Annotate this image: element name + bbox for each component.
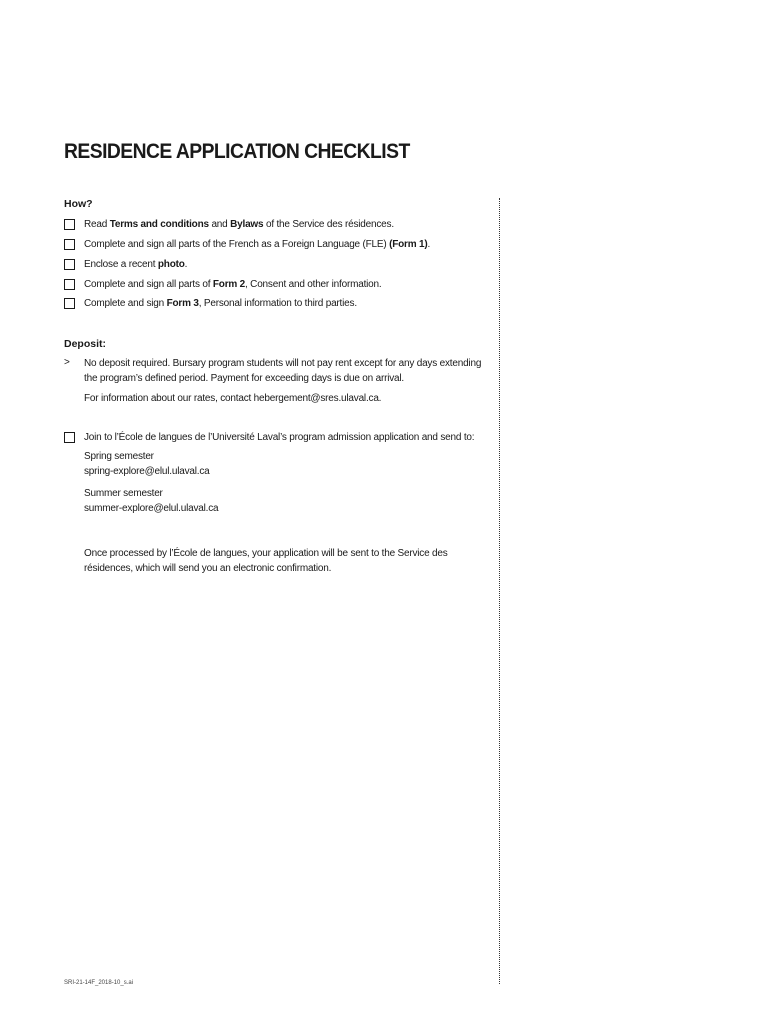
page-title: RESIDENCE APPLICATION CHECKLIST (64, 140, 410, 163)
deposit-rates-info: For information about our rates, contact hebergement@sres.ulaval.ca. (84, 393, 382, 404)
deposit-text-line: the program’s defined period. Payment for exceeding days is due on arrival. (84, 373, 405, 384)
footer-code: SRI-21-14F_2018-10_s.ai (64, 980, 134, 986)
deposit-label: Deposit: (64, 338, 106, 350)
bullet-marker: > (64, 357, 70, 368)
checkbox[interactable] (64, 298, 75, 309)
checklist-item-text: Join to l’École de langues de l’Université Laval’s program admission application and send to: (84, 432, 475, 443)
how-label: How? (64, 198, 93, 210)
summer-semester-email: summer-explore@elul.ulaval.ca (84, 503, 219, 514)
checkbox[interactable] (64, 219, 75, 230)
spring-semester-email: spring-explore@elul.ulaval.ca (84, 466, 210, 477)
checklist-item-text: Complete and sign Form 3, Personal information to third parties. (84, 298, 357, 309)
checklist-item-text: Read Terms and conditions and Bylaws of the Service des résidences. (84, 219, 394, 230)
checkbox[interactable] (64, 279, 75, 290)
spring-semester-label: Spring semester (84, 451, 154, 462)
summer-semester-label: Summer semester (84, 488, 163, 499)
checkbox[interactable] (64, 239, 75, 250)
dotted-divider (499, 198, 500, 984)
closing-text-line: résidences, which will send you an electronic confirmation. (84, 563, 332, 574)
checklist-item-text: Complete and sign all parts of Form 2, Consent and other information. (84, 279, 382, 290)
checklist-item-text: Complete and sign all parts of the French as a Foreign Language (FLE) (Form 1). (84, 239, 431, 250)
deposit-text-line: No deposit required. Bursary program students will not pay rent except for any days extending (84, 358, 482, 369)
checkbox[interactable] (64, 432, 75, 443)
closing-text-line: Once processed by l’École de langues, your application will be sent to the Service des (84, 548, 448, 559)
checkbox[interactable] (64, 259, 75, 270)
checklist-item-text: Enclose a recent photo. (84, 259, 188, 270)
